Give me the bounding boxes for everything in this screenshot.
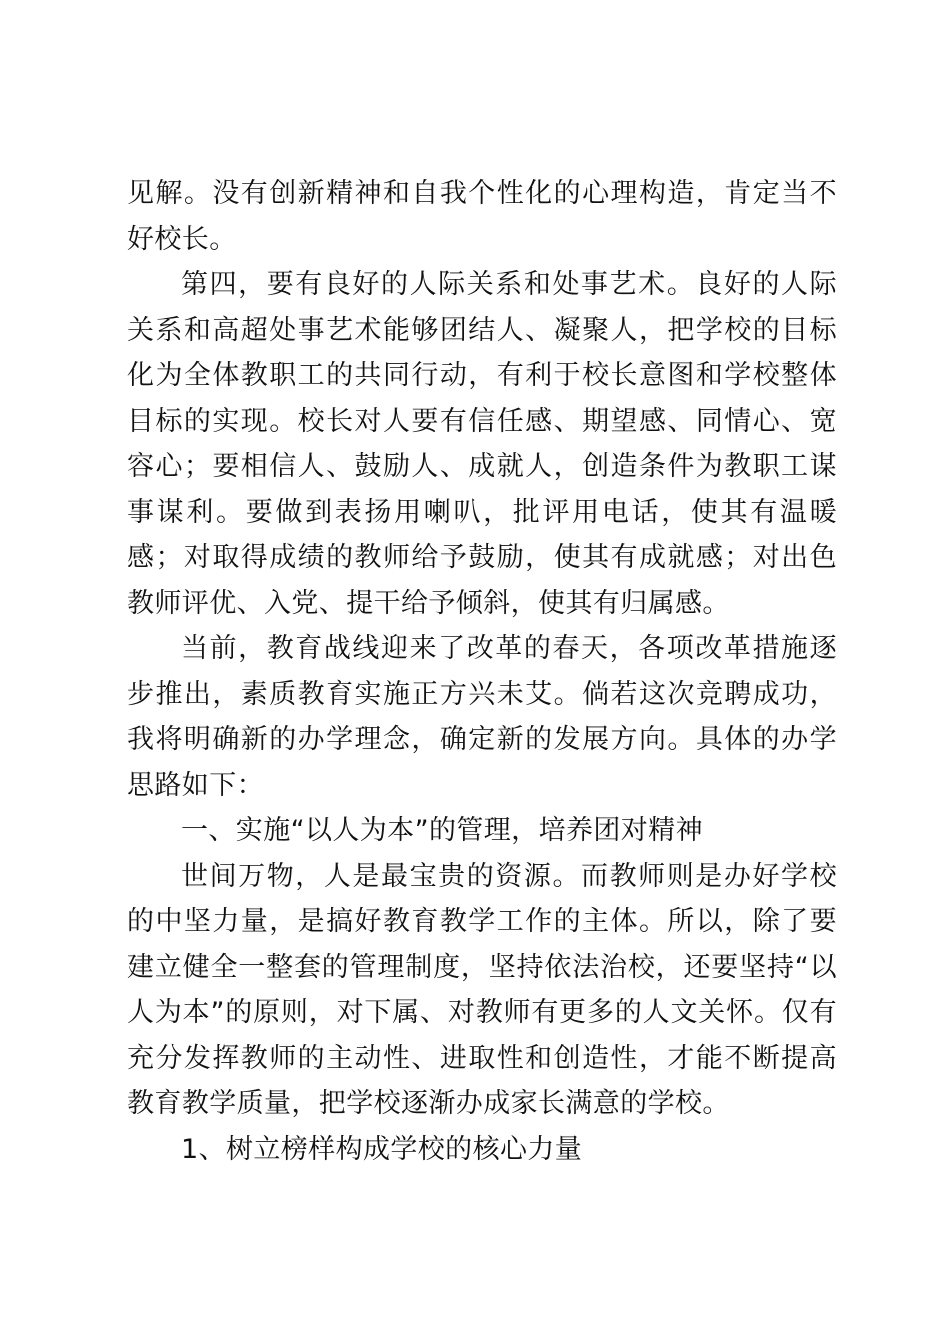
section-heading-people-oriented: 一、实施“以人为本”的管理，培养团对精神 [181,815,703,846]
paragraph-reform-context: 当前，教育战线迎来了改革的春天，各项改革措施逐步推出，素质教育实施正方兴未艾。倘若这次竞聘成功，我将明确新的办学理念，确定新的发展方向。具体的办学思路如下： [127,633,837,801]
paragraph-interpersonal-skills: 第四，要有良好的人际关系和处事艺术。良好的人际关系和高超处事艺术能够团结人、凝聚人，把学校的目标化为全体教职工的共同行动，有利于校长意图和学校整体目标的实现。校长对人要有信任感、期望感、同情心、宽容心；要相信人、鼓励人、成就人，创造条件为教职工谋事谋利。要做到表扬用喇叭，批评用电话，使其有温暖感；对取得成绩的教师给予鼓励，使其有成就感；对出色教师评优、入党、提干给予倾斜，使其有归属感。 [127,269,837,619]
paragraph-teachers-resource: 世间万物，人是最宝贵的资源。而教师则是办好学校的中坚力量，是搞好教育教学工作的主体。所以，除了要建立健全一整套的管理制度，坚持依法治校，还要坚持“以人为本”的原则，对下属、对教师有更多的人文关怀。仅有充分发挥教师的主动性、进取性和创造性，才能不断提高教育教学质量，把学校逐渐办成家长满意的学校。 [127,860,837,1119]
document-body [127,171,837,1172]
paragraph-continuation: 见解。没有创新精神和自我个性化的心理构造，肯定当不好校长。 [127,178,837,255]
subsection-heading-role-models: 1、树立榜样构成学校的核心力量 [181,1133,583,1165]
